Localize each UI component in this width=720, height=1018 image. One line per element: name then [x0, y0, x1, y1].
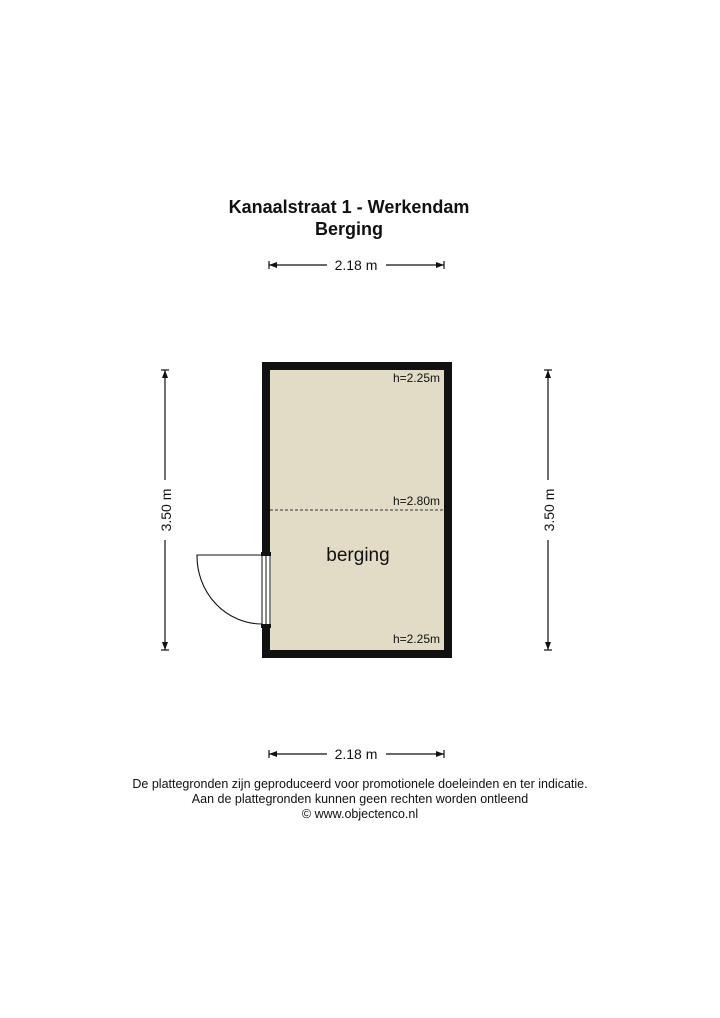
dimension-bottom: [269, 746, 444, 762]
room-label: berging: [326, 545, 390, 566]
height-label-top: h=2.25m: [392, 371, 440, 385]
plan-title-address: Kanaalstraat 1 - Werkendam: [228, 197, 470, 217]
dimension-top: [269, 257, 444, 273]
door: [197, 552, 271, 628]
door-swing-arc: [197, 555, 262, 624]
dimension-right: [541, 370, 557, 650]
plan-title-room: Berging: [314, 219, 383, 239]
height-label-middle: h=2.80m: [392, 494, 440, 508]
disclaimer-line-1: De plattegronden zijn geproduceerd voor promotionele doeleinden en ter indicatie.: [132, 777, 588, 791]
dimension-bottom-label: 2.18 m: [334, 746, 378, 762]
dimension-left: [158, 370, 174, 650]
disclaimer-line-2: Aan de plattegronden kunnen geen rechten worden ontleend: [191, 792, 529, 806]
height-label-bottom: h=2.25m: [392, 632, 440, 646]
copyright-line: © www.objectenco.nl: [301, 807, 419, 821]
dimension-left-label: 3.50 m: [158, 488, 174, 532]
dimension-top-label: 2.18 m: [334, 257, 378, 273]
dimension-right-label: 3.50 m: [541, 488, 557, 532]
room-berging: [197, 362, 452, 658]
